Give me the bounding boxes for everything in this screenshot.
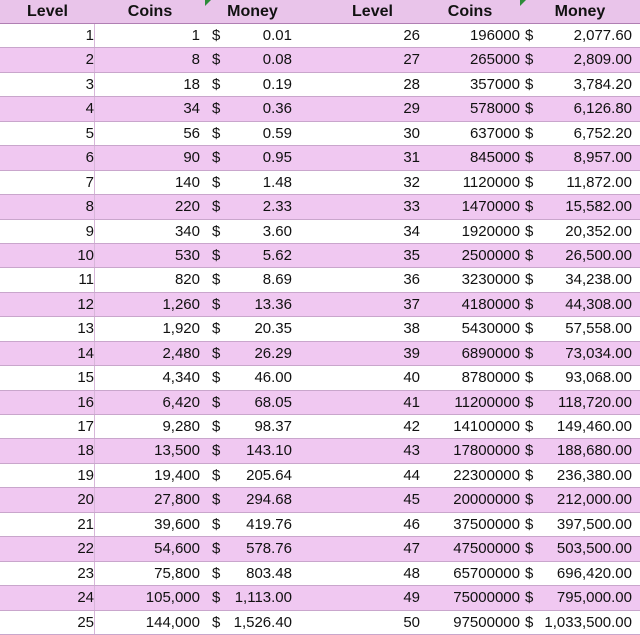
cell-money[interactable]: 26,500.00 (565, 246, 632, 264)
cell-coins[interactable]: 19,400 (154, 466, 200, 484)
cell-level[interactable]: 48 (403, 564, 420, 582)
cell-level[interactable]: 24 (0, 586, 95, 609)
table-row (0, 439, 640, 463)
cell-money[interactable]: 503,500.00 (556, 540, 632, 558)
cell-coins[interactable]: 13,500 (154, 442, 200, 460)
table-row (0, 488, 640, 512)
cell-money[interactable]: 20.35 (254, 320, 292, 338)
table-row (0, 48, 640, 72)
cell-level[interactable]: 35 (403, 246, 420, 264)
cell-money[interactable]: 1.48 (262, 173, 292, 191)
cell-coins[interactable]: 637000 (469, 124, 520, 142)
table-row (0, 220, 640, 244)
cell-currency[interactable]: $ (525, 418, 534, 435)
cell-money[interactable]: 0.19 (262, 75, 292, 93)
cell-coins[interactable]: 65700000 (453, 564, 520, 582)
cell-currency[interactable]: $ (525, 589, 534, 607)
cell-coins[interactable]: 37500000 (453, 515, 520, 533)
cell-currency[interactable]: $ (525, 124, 534, 142)
cell-money[interactable]: 236,380.00 (556, 466, 632, 484)
cell-currency[interactable]: $ (525, 393, 534, 411)
cell-money[interactable]: 44,308.00 (565, 295, 632, 313)
cell-money[interactable]: 0.36 (262, 100, 292, 118)
cell-coins[interactable]: 357000 (469, 75, 520, 93)
cell-currency[interactable]: $ (212, 393, 221, 411)
table-row (0, 24, 640, 48)
cell-currency[interactable]: $ (212, 100, 221, 118)
cell-coins[interactable]: 340 (174, 222, 200, 240)
cell-currency[interactable]: $ (525, 344, 534, 362)
cell-coins[interactable]: 47500000 (453, 540, 520, 558)
cell-level[interactable]: 15 (0, 366, 95, 389)
cell-currency[interactable]: $ (525, 100, 534, 118)
cell-coins[interactable]: 196000 (469, 27, 520, 44)
cell-money[interactable]: 3,784.20 (573, 75, 632, 93)
header-money-right[interactable]: Money (554, 3, 606, 20)
cell-money[interactable]: 803.48 (246, 564, 292, 582)
cell-currency[interactable]: $ (525, 173, 534, 191)
cell-money[interactable]: 578.76 (246, 540, 292, 558)
cell-coins[interactable]: 54,600 (154, 540, 200, 558)
cell-coins[interactable]: 4,340 (162, 369, 200, 387)
cell-coins[interactable]: 56 (183, 124, 200, 142)
cell-coins[interactable]: 1,920 (162, 320, 200, 338)
cell-money[interactable]: 13.36 (254, 295, 292, 313)
cell-currency[interactable]: $ (212, 589, 221, 607)
cell-coins[interactable]: 8780000 (461, 369, 520, 387)
cell-money[interactable]: 0.95 (262, 149, 292, 167)
cell-level[interactable]: 32 (403, 173, 420, 191)
table-row (0, 342, 640, 366)
cell-money[interactable]: 696,420.00 (556, 564, 632, 582)
cell-coins[interactable]: 17800000 (453, 442, 520, 460)
cell-currency[interactable]: $ (525, 198, 534, 216)
cell-level[interactable]: 44 (403, 466, 420, 484)
cell-level[interactable]: 2 (0, 48, 95, 71)
table-row (0, 391, 640, 415)
cell-currency[interactable]: $ (212, 515, 221, 533)
cell-level[interactable]: 19 (0, 464, 95, 487)
cell-currency[interactable]: $ (525, 369, 534, 387)
cell-currency[interactable]: $ (212, 564, 221, 582)
header-level-left[interactable]: Level (27, 3, 68, 20)
cell-coins[interactable]: 20000000 (453, 491, 520, 509)
cell-money[interactable]: 98.37 (254, 418, 292, 435)
cell-coins[interactable]: 1,260 (162, 295, 200, 313)
cell-coins[interactable]: 90 (183, 149, 200, 167)
cell-money[interactable]: 419.76 (246, 515, 292, 533)
cell-level[interactable]: 38 (403, 320, 420, 338)
cell-level[interactable]: 41 (403, 393, 420, 411)
cell-coins[interactable]: 578000 (469, 100, 520, 118)
cell-currency[interactable]: $ (212, 75, 221, 93)
cell-currency[interactable]: $ (212, 466, 221, 484)
cell-currency[interactable]: $ (212, 613, 221, 631)
table-row (0, 366, 640, 390)
cell-currency[interactable]: $ (525, 295, 534, 313)
cell-coins[interactable]: 2500000 (461, 246, 520, 264)
cell-money[interactable]: 26.29 (254, 344, 292, 362)
table-row (0, 122, 640, 146)
cell-level[interactable]: 8 (0, 195, 95, 218)
cell-currency[interactable]: $ (212, 51, 221, 69)
table-row (0, 268, 640, 292)
cell-coins[interactable]: 5430000 (461, 320, 520, 338)
cell-coins[interactable]: 1120000 (462, 173, 520, 191)
cell-money[interactable]: 57,558.00 (565, 320, 632, 338)
table-row (0, 195, 640, 219)
header-coins-left[interactable]: Coins (127, 3, 173, 20)
cell-coins[interactable]: 22300000 (453, 466, 520, 484)
table-row (0, 73, 640, 97)
cell-currency[interactable]: $ (525, 613, 534, 631)
cell-level[interactable]: 6 (0, 146, 95, 169)
cell-money[interactable]: 73,034.00 (565, 344, 632, 362)
cell-money[interactable]: 795,000.00 (556, 589, 632, 607)
cell-currency[interactable]: $ (212, 320, 221, 338)
cell-currency[interactable]: $ (212, 271, 221, 289)
cell-level[interactable]: 25 (0, 611, 95, 634)
cell-currency[interactable]: $ (212, 222, 221, 240)
cell-level[interactable]: 20 (0, 488, 95, 511)
cell-currency[interactable]: $ (525, 246, 534, 264)
cell-level[interactable]: 7 (0, 171, 95, 194)
cell-coins[interactable]: 34 (183, 100, 200, 118)
cell-coins[interactable]: 14100000 (453, 418, 520, 435)
cell-coins[interactable]: 2,480 (162, 344, 200, 362)
cell-currency[interactable]: $ (525, 75, 534, 93)
cell-coins[interactable]: 220 (174, 198, 200, 216)
table-row (0, 562, 640, 586)
cell-level[interactable]: 31 (403, 149, 420, 167)
cell-currency[interactable]: $ (525, 320, 534, 338)
header-money-left[interactable]: Money (227, 3, 278, 20)
cell-currency[interactable]: $ (212, 442, 221, 460)
cell-coins[interactable]: 265000 (469, 51, 520, 69)
cell-currency[interactable]: $ (212, 27, 221, 44)
cell-coins[interactable]: 39,600 (154, 515, 200, 533)
cell-currency[interactable]: $ (525, 540, 534, 558)
cell-money[interactable]: 1,113.00 (234, 589, 292, 607)
cell-money[interactable]: 212,000.00 (556, 491, 632, 509)
cell-coins[interactable]: 27,800 (154, 491, 200, 509)
cell-level[interactable]: 43 (403, 442, 420, 460)
cell-level[interactable]: 50 (403, 613, 420, 631)
table-row (0, 244, 640, 268)
cell-level[interactable]: 29 (403, 100, 420, 118)
cell-level[interactable]: 12 (0, 293, 95, 316)
cell-level[interactable]: 26 (403, 27, 420, 44)
table-row (0, 97, 640, 121)
cell-level[interactable]: 17 (0, 415, 95, 438)
table-row (0, 586, 640, 610)
cell-level[interactable]: 33 (403, 198, 420, 216)
cell-money[interactable]: 68.05 (254, 393, 292, 411)
cell-level[interactable]: 5 (0, 122, 95, 145)
cell-coins[interactable]: 75,800 (154, 564, 200, 582)
cell-level[interactable]: 13 (0, 317, 95, 340)
cell-comment-marker (520, 0, 526, 6)
cell-currency[interactable]: $ (525, 491, 534, 509)
cell-level[interactable]: 14 (0, 342, 95, 365)
cell-currency[interactable]: $ (212, 344, 221, 362)
cell-money[interactable]: 34,238.00 (565, 271, 632, 289)
cell-coins[interactable]: 1470000 (461, 198, 520, 216)
cell-money[interactable]: 93,068.00 (565, 369, 632, 387)
table-row (0, 611, 640, 635)
cell-currency[interactable]: $ (212, 295, 221, 313)
header-level-right[interactable]: Level (352, 3, 393, 20)
cell-coins[interactable]: 140 (174, 173, 200, 191)
cell-money[interactable]: 6,752.20 (573, 124, 632, 142)
cell-level[interactable]: 36 (403, 271, 420, 289)
cell-money[interactable]: 294.68 (246, 491, 292, 509)
cell-level[interactable]: 4 (0, 97, 95, 120)
cell-coins[interactable]: 97500000 (453, 613, 520, 631)
cell-currency[interactable]: $ (525, 27, 534, 44)
cell-money[interactable]: 2,809.00 (573, 51, 632, 69)
cell-currency[interactable]: $ (212, 540, 221, 558)
cell-currency[interactable]: $ (212, 173, 221, 191)
cell-money[interactable]: 149,460.00 (556, 418, 632, 435)
header-row (0, 0, 640, 24)
cell-currency[interactable]: $ (525, 466, 534, 484)
cell-money[interactable]: 397,500.00 (556, 515, 632, 533)
cell-currency[interactable]: $ (212, 418, 221, 435)
cell-money[interactable]: 1,526.40 (233, 613, 292, 631)
cell-comment-marker (205, 0, 211, 6)
cell-level[interactable]: 42 (403, 418, 420, 435)
cell-currency[interactable]: $ (525, 51, 534, 69)
cell-level[interactable]: 30 (403, 124, 420, 142)
table-row (0, 317, 640, 341)
cell-money[interactable]: 11,872.00 (566, 173, 632, 191)
cell-level[interactable]: 47 (403, 540, 420, 558)
cell-level[interactable]: 39 (403, 344, 420, 362)
cell-coins[interactable]: 9,280 (162, 418, 200, 435)
cell-money[interactable]: 46.00 (254, 369, 292, 387)
table-row (0, 171, 640, 195)
cell-level[interactable]: 49 (403, 589, 420, 607)
cell-coins[interactable]: 4180000 (461, 295, 520, 313)
cell-coins[interactable]: 75000000 (453, 589, 520, 607)
cell-coins[interactable]: 144,000 (145, 613, 200, 631)
cell-money[interactable]: 118,720.00 (558, 393, 632, 411)
cell-money[interactable]: 20,352.00 (565, 222, 632, 240)
cell-coins[interactable]: 8 (191, 51, 200, 69)
cell-coins[interactable]: 845000 (469, 149, 520, 167)
cell-level[interactable]: 21 (0, 513, 95, 536)
cell-money[interactable]: 5.62 (262, 246, 292, 264)
header-coins-right[interactable]: Coins (447, 3, 493, 20)
cell-coins[interactable]: 820 (174, 271, 200, 289)
cell-coins[interactable]: 6,420 (162, 393, 200, 411)
cell-currency[interactable]: $ (525, 222, 534, 240)
table-row (0, 537, 640, 561)
cell-money[interactable]: 6,126.80 (573, 100, 632, 118)
cell-currency[interactable]: $ (212, 198, 221, 216)
table-row (0, 293, 640, 317)
cell-money[interactable]: 8.69 (262, 271, 292, 289)
cell-level[interactable]: 27 (403, 51, 420, 69)
cell-money[interactable]: 2.33 (262, 198, 292, 216)
cell-money[interactable]: 0.01 (262, 27, 292, 44)
cell-currency[interactable]: $ (212, 149, 221, 167)
cell-currency[interactable]: $ (212, 124, 221, 142)
cell-level[interactable]: 34 (403, 222, 420, 240)
cell-money[interactable]: 143.10 (246, 442, 292, 460)
cell-money[interactable]: 205.64 (246, 466, 292, 484)
cell-currency[interactable]: $ (525, 442, 534, 460)
cell-coins[interactable]: 1 (191, 27, 200, 44)
cell-level[interactable]: 46 (403, 515, 420, 533)
cell-currency[interactable]: $ (525, 271, 534, 289)
cell-money[interactable]: 188,680.00 (556, 442, 632, 460)
cell-money[interactable]: 3.60 (262, 222, 292, 240)
cell-level[interactable]: 11 (0, 268, 95, 291)
cell-currency[interactable]: $ (525, 564, 534, 582)
cell-currency[interactable]: $ (525, 149, 534, 167)
table-row (0, 415, 640, 439)
data-grid (0, 24, 640, 635)
cell-money[interactable]: 8,957.00 (573, 149, 632, 167)
table-row (0, 464, 640, 488)
cell-level[interactable]: 37 (403, 295, 420, 313)
cell-level[interactable]: 40 (403, 369, 420, 387)
cell-money[interactable]: 2,077.60 (573, 27, 632, 44)
cell-level[interactable]: 1 (0, 24, 95, 47)
table-row (0, 146, 640, 170)
cell-level[interactable]: 22 (0, 537, 95, 560)
table-row (0, 513, 640, 537)
cell-currency[interactable]: $ (212, 246, 221, 264)
cell-money[interactable]: 15,582.00 (565, 198, 632, 216)
cell-level[interactable]: 28 (403, 75, 420, 93)
cell-money[interactable]: 0.59 (262, 124, 292, 142)
cell-coins[interactable]: 11200000 (454, 393, 520, 411)
cell-coins[interactable]: 1920000 (461, 222, 520, 240)
cell-coins[interactable]: 530 (174, 246, 200, 264)
cell-level[interactable]: 10 (0, 244, 95, 267)
cell-level[interactable]: 23 (0, 562, 95, 585)
cell-level[interactable]: 3 (0, 73, 95, 96)
cell-currency[interactable]: $ (212, 369, 221, 387)
cell-coins[interactable]: 6890000 (461, 344, 520, 362)
cell-level[interactable]: 45 (403, 491, 420, 509)
cell-money[interactable]: 0.08 (262, 51, 292, 69)
cell-currency[interactable]: $ (212, 491, 221, 509)
cell-level[interactable]: 9 (0, 220, 95, 243)
cell-level[interactable]: 16 (0, 391, 95, 414)
cell-currency[interactable]: $ (525, 515, 534, 533)
cell-money[interactable]: 1,033,500.00 (544, 613, 632, 631)
cell-level[interactable]: 18 (0, 439, 95, 462)
cell-coins[interactable]: 105,000 (145, 589, 200, 607)
cell-coins[interactable]: 18 (183, 75, 200, 93)
cell-coins[interactable]: 3230000 (461, 271, 520, 289)
